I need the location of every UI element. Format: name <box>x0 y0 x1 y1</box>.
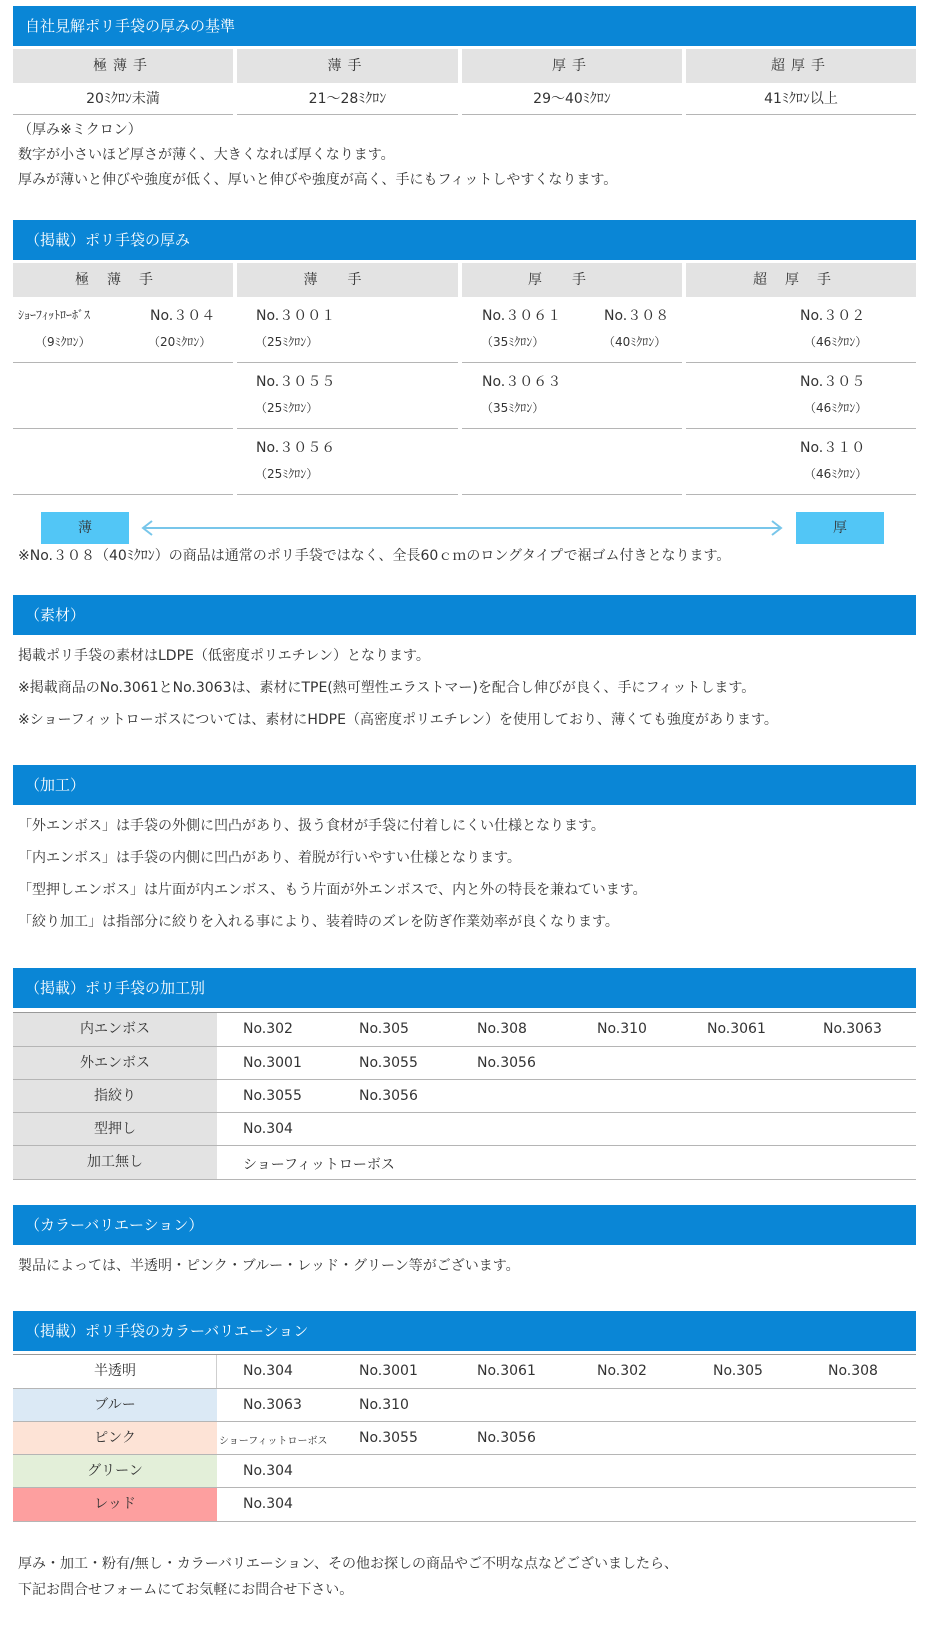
table-cell: No.308 <box>828 1363 878 1379</box>
footer-line: 厚み・加工・粉有/無し・カラーバリエーション、その他お探しの商品やご不明な点などございましたら、 <box>18 1556 679 1572</box>
product-no305: No.３０５ <box>800 374 866 390</box>
processing-line: 「外エンボス」は手袋の外側に凹凸があり、扱う食材が手袋に付着しにくい仕様となります。 <box>18 818 605 834</box>
table-cell: ショーフィットローボス <box>243 1157 395 1173</box>
product-no310: No.３１０ <box>800 440 866 456</box>
table-cell: No.3055 <box>359 1055 418 1071</box>
processing-line: 「型押しエンボス」は片面が内エンボス、もう片面が外エンボスで、内と外の特長を兼ねています。 <box>18 882 647 898</box>
processing-line: 「内エンボス」は手袋の内側に凹凸があり、着脱が行いやすい仕様となります。 <box>18 850 521 866</box>
divider <box>686 428 916 429</box>
row-label-blue: ブルー <box>13 1389 217 1422</box>
section-header-color-variation: （カラーバリエーション） <box>13 1205 916 1245</box>
table-cell: No.305 <box>713 1363 763 1379</box>
th-ultra-thin: 極薄手 <box>13 49 233 83</box>
divider <box>462 428 682 429</box>
table-cell: No.302 <box>597 1363 647 1379</box>
section-header-processing: （加工） <box>13 765 916 805</box>
table-cell: No.3056 <box>477 1055 536 1071</box>
table-cell: No.310 <box>359 1397 409 1413</box>
no308-note: ※No.３０８（40ﾐｸﾛﾝ）の商品は通常のポリ手袋ではなく、全長60ｃｍのロングタイプで裾ゴム付きとなります。 <box>18 548 731 564</box>
row-label-outer-emboss: 外エンボス <box>13 1047 217 1080</box>
table-cell: No.304 <box>243 1363 293 1379</box>
table-cell: No.3061 <box>707 1021 766 1037</box>
table-cell: No.3001 <box>359 1363 418 1379</box>
product-no302: No.３０２ <box>800 308 866 324</box>
material-line: 掲載ポリ手袋の素材はLDPE（低密度ポリエチレン）となります。 <box>18 648 430 664</box>
table-cell: No.3056 <box>477 1430 536 1446</box>
table-cell: No.3061 <box>477 1363 536 1379</box>
table-cell: No.304 <box>243 1463 293 1479</box>
note-line: 厚みが薄いと伸びや強度が低く、厚いと伸びや強度が高く、手にもフィットしやすくなります。 <box>18 172 618 188</box>
table-cell: No.3063 <box>243 1397 302 1413</box>
product-no3001: No.３００１ <box>256 308 336 324</box>
divider <box>462 362 682 363</box>
thick-label: 厚 <box>796 512 884 544</box>
divider <box>686 114 916 115</box>
row-label-inner-emboss: 内エンボス <box>13 1013 217 1046</box>
divider <box>13 1179 916 1180</box>
product-micron: （25ﾐｸﾛﾝ） <box>255 335 319 349</box>
thickness-arrow <box>138 518 786 538</box>
val-extra-thick: 41ﾐｸﾛﾝ以上 <box>764 91 838 107</box>
thin-label: 薄 <box>41 512 129 544</box>
note-line: 数字が小さいほど厚さが薄く、大きくなれば厚くなります。 <box>18 147 395 163</box>
product-no3055: No.３０５５ <box>256 374 336 390</box>
divider <box>686 362 916 363</box>
th-thin: 薄手 <box>237 49 458 83</box>
table-cell: No.310 <box>597 1021 647 1037</box>
product-micron: （35ﾐｸﾛﾝ） <box>481 401 545 415</box>
row-label-green: グリーン <box>13 1455 217 1488</box>
divider <box>462 114 682 115</box>
product-no3056: No.３０５６ <box>256 440 336 456</box>
product-no304: No.３０４ <box>150 308 216 324</box>
product-micron: （46ﾐｸﾛﾝ） <box>804 335 868 349</box>
divider <box>237 494 458 495</box>
row-label-no-processing: 加工無し <box>13 1146 217 1179</box>
section-header-thickness-standard: 自社見解ポリ手袋の厚みの基準 <box>13 6 916 46</box>
table-cell: No.3063 <box>823 1021 882 1037</box>
section-header-listed-colors: （掲載）ポリ手袋のカラーバリエーション <box>13 1311 916 1351</box>
divider <box>216 1355 217 1388</box>
val-thin: 21～28ﾐｸﾛﾝ <box>308 91 387 107</box>
th-ultra-thin: 極薄手 <box>13 263 233 297</box>
product-show-fit-low-boss: ｼｮｰﾌｨｯﾄﾛｰﾎﾞｽ <box>18 308 91 322</box>
table-cell: No.3001 <box>243 1055 302 1071</box>
section-header-listed-thickness: （掲載）ポリ手袋の厚み <box>13 220 916 260</box>
footer-line: 下記お問合せフォームにてお気軽にお問合せ下さい。 <box>18 1582 354 1598</box>
product-micron: （46ﾐｸﾛﾝ） <box>804 467 868 481</box>
row-label-embossed-pattern: 型押し <box>13 1113 217 1146</box>
product-no3063: No.３０６３ <box>482 374 562 390</box>
table-cell: No.3055 <box>359 1430 418 1446</box>
row-label-finger-grip: 指絞り <box>13 1080 217 1113</box>
section-header-material: （素材） <box>13 595 916 635</box>
product-no3061: No.３０６１ <box>482 308 562 324</box>
th-extra-thick: 超厚手 <box>686 49 916 83</box>
table-cell: No.3055 <box>243 1088 302 1104</box>
material-line: ※掲載商品のNo.3061とNo.3063は、素材にTPE(熱可塑性エラストマー)を配合し伸びが良く、手にフィットします。 <box>18 680 756 696</box>
table-cell: No.304 <box>243 1121 293 1137</box>
table-cell: No.308 <box>477 1021 527 1037</box>
table-cell: No.304 <box>243 1496 293 1512</box>
divider <box>13 362 233 363</box>
th-extra-thick: 超厚手 <box>686 263 916 297</box>
table-cell: ショーフィットローボス <box>219 1436 328 1447</box>
product-micron: （25ﾐｸﾛﾝ） <box>255 401 319 415</box>
material-line: ※ショーフィットローボスについては、素材にHDPE（高密度ポリエチレン）を使用しており、薄くても強度があります。 <box>18 712 778 728</box>
divider <box>237 428 458 429</box>
divider <box>686 494 916 495</box>
divider <box>237 114 458 115</box>
section-header-by-processing: （掲載）ポリ手袋の加工別 <box>13 968 916 1008</box>
divider <box>462 494 682 495</box>
table-cell: No.305 <box>359 1021 409 1037</box>
processing-line: 「絞り加工」は指部分に絞りを入れる事により、装着時のズレを防ぎ作業効率が良くなります。 <box>18 914 619 930</box>
product-micron: （46ﾐｸﾛﾝ） <box>804 401 868 415</box>
row-label-translucent: 半透明 <box>13 1355 217 1388</box>
val-thick: 29～40ﾐｸﾛﾝ <box>533 91 611 107</box>
row-label-red: レッド <box>13 1488 217 1521</box>
divider <box>13 1521 916 1522</box>
product-no308: No.３０８ <box>604 308 670 324</box>
product-micron: （35ﾐｸﾛﾝ） <box>481 335 545 349</box>
table-cell: No.3056 <box>359 1088 418 1104</box>
color-variation-line: 製品によっては、半透明・ピンク・ブルー・レッド・グリーン等がございます。 <box>18 1258 520 1274</box>
divider <box>13 428 233 429</box>
divider <box>13 114 233 115</box>
product-micron: （40ﾐｸﾛﾝ） <box>603 335 667 349</box>
val-ultra-thin: 20ﾐｸﾛﾝ未満 <box>86 91 160 107</box>
table-cell: No.302 <box>243 1021 293 1037</box>
row-label-pink: ピンク <box>13 1422 217 1455</box>
divider <box>13 494 233 495</box>
product-micron: （20ﾐｸﾛﾝ） <box>148 335 212 349</box>
th-thin: 薄手 <box>237 263 458 297</box>
product-micron: （9ﾐｸﾛﾝ） <box>35 335 91 349</box>
divider <box>237 362 458 363</box>
note-unit: （厚み※ミクロン） <box>18 122 142 138</box>
th-thick: 厚手 <box>462 263 682 297</box>
th-thick: 厚手 <box>462 49 682 83</box>
product-micron: （25ﾐｸﾛﾝ） <box>255 467 319 481</box>
